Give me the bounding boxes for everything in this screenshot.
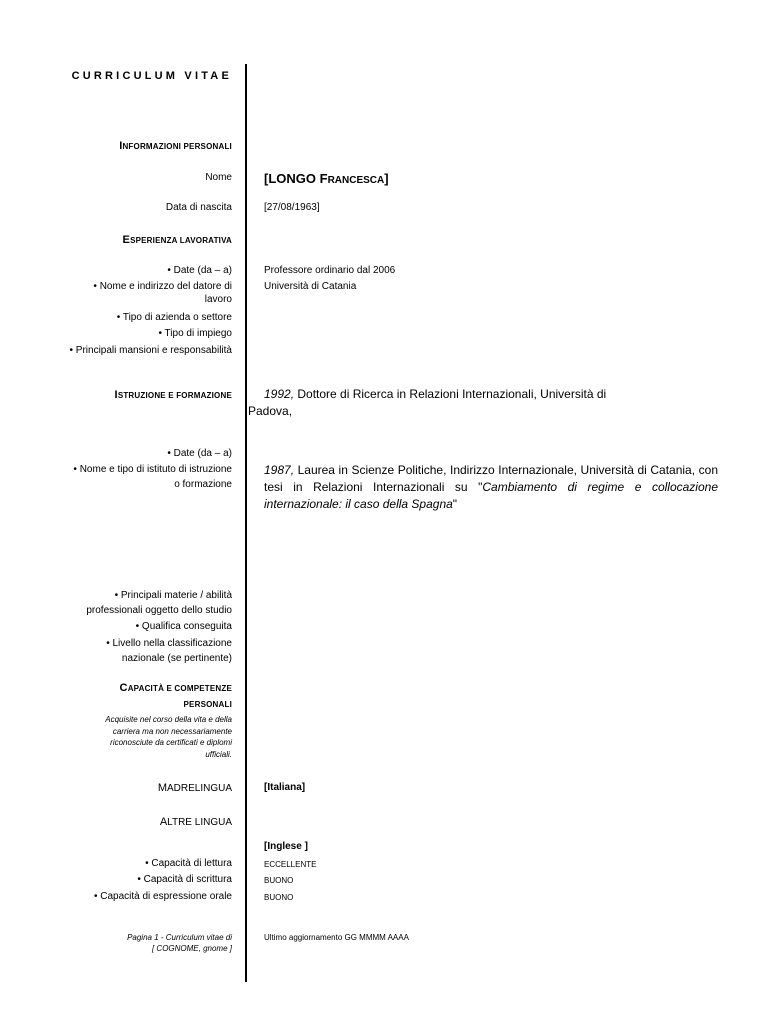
section-work-experience: ESPERIENZA LAVORATIVA bbox=[122, 234, 232, 246]
work-label-sector: • Tipo di azienda o settore bbox=[116, 312, 232, 323]
other-language-name: [Inglese ] bbox=[264, 841, 308, 852]
edu-label-institute-cont: o formazione bbox=[174, 479, 232, 490]
work-label-dates: • Date (da – a) bbox=[167, 265, 232, 276]
section-personal-skills: CAPACITÀ E COMPETENZE bbox=[119, 682, 232, 694]
edu-label-subjects: • Principali materie / abilità bbox=[114, 590, 232, 601]
name-label: Nome bbox=[205, 172, 232, 183]
edu-label-dates: • Date (da – a) bbox=[167, 448, 232, 459]
section-education: ISTRUZIONE E FORMAZIONE bbox=[114, 389, 232, 401]
speaking-label: • Capacità di espressione orale bbox=[93, 891, 232, 902]
education-entry-1-cont: Padova, bbox=[248, 404, 293, 418]
column-divider bbox=[245, 64, 247, 982]
work-label-type: • Tipo di impiego bbox=[158, 328, 232, 339]
education-entry-1: 1992, Dottore di Ricerca in Relazioni Internazionali, Università di bbox=[264, 387, 607, 401]
reading-value: ECCELLENTE bbox=[264, 860, 317, 869]
footer-last-update: Ultimo aggiornamento GG MMMM AAAA bbox=[264, 933, 409, 942]
work-label-duties: • Principali mansioni e responsabilità bbox=[69, 345, 232, 356]
section-personal-skills-cont: PERSONALI bbox=[183, 700, 232, 709]
reading-label: • Capacità di lettura bbox=[145, 858, 232, 869]
edu-label-level: • Livello nella classificazione bbox=[106, 638, 232, 649]
work-dates-value: Professore ordinario dal 2006 bbox=[264, 265, 396, 276]
mother-tongue-value: [Italiana] bbox=[264, 782, 306, 793]
education-entry-2: 1987, Laurea in Scienze Politiche, Indirizzo Internazionale, Università di Catania, con tesi in Relazioni Internazionali su "Cambiamento di regime e collocazione internazionale: il caso della Spagna" bbox=[264, 463, 718, 511]
edu-label-institute: • Nome e tipo di istituto di istruzione bbox=[73, 464, 232, 475]
work-employer-value: Università di Catania bbox=[264, 281, 357, 292]
writing-label: • Capacità di scrittura bbox=[137, 874, 232, 885]
footer-page-info: Pagina 1 - Curriculum vitae di [ COGNOME, gnome ] bbox=[127, 933, 232, 953]
edu-label-subjects-cont: professionali oggetto dello studio bbox=[86, 605, 232, 616]
writing-value: BUONO bbox=[264, 876, 294, 885]
work-label-employer-cont: lavoro bbox=[204, 294, 232, 305]
cv-title: CURRICULUM VITAE bbox=[71, 70, 232, 82]
name-value: [LONGO FRANCESCA] bbox=[264, 171, 389, 186]
speaking-value: BUONO bbox=[264, 893, 294, 902]
edu-label-qualification: • Qualifica conseguita bbox=[135, 621, 232, 632]
section-personal-info: INFORMAZIONI PERSONALI bbox=[119, 140, 232, 152]
birth-value: [27/08/1963] bbox=[264, 202, 320, 213]
other-languages-label: ALTRE LINGUA bbox=[159, 816, 232, 828]
mother-tongue-label: MADRELINGUA bbox=[157, 782, 232, 794]
work-label-employer: • Nome e indirizzo del datore di bbox=[93, 281, 232, 292]
skills-note: Acquisite nel corso della vita e della carriera ma non necessariamente riconosciute da certificati e diplomi ufficiali. bbox=[105, 715, 232, 759]
edu-label-level-cont: nazionale (se pertinente) bbox=[121, 653, 232, 664]
birth-label: Data di nascita bbox=[165, 202, 232, 213]
